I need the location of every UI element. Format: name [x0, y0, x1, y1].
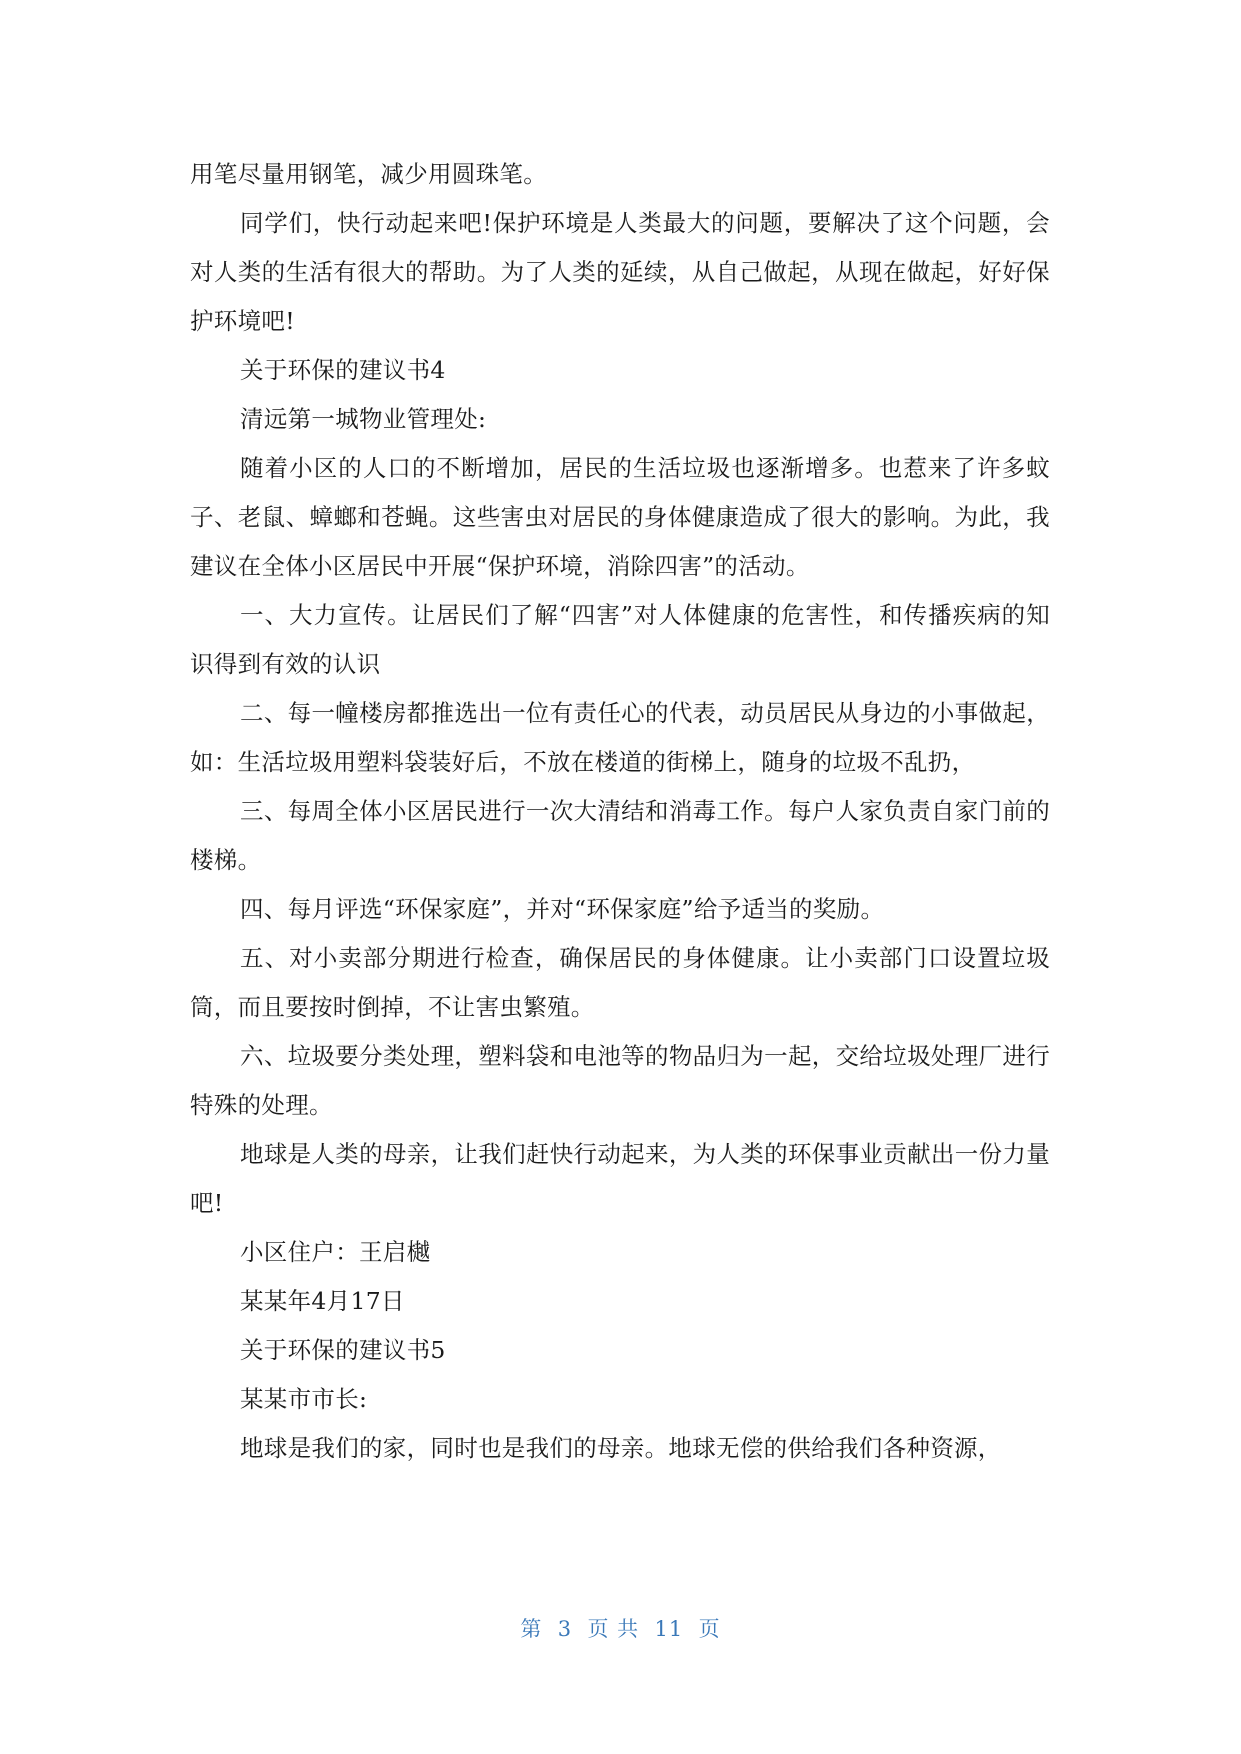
signature: 小区住户：王启樾 — [240, 1238, 431, 1266]
list-item: 三、每周全体小区居民进行一次大清结和消毒工作。每户人家负责自家门前的楼梯。 — [190, 797, 1050, 874]
document-body — [190, 150, 1050, 1473]
list-item: 六、垃圾要分类处理，塑料袋和电池等的物品归为一起，交给垃圾处理厂进行特殊的处理。 — [190, 1042, 1050, 1119]
paragraph: 地球是我们的家，同时也是我们的母亲。地球无偿的供给我们各种资源， — [240, 1434, 1002, 1462]
paragraph: 随着小区的人口的不断增加，居民的生活垃圾也逐渐增多。也惹来了许多蚊子、老鼠、蟑螂和苍蝇。这些害虫对居民的身体健康造成了很大的影响。为此，我建议在全体小区居民中开展“保护环境，消除四害”的活动。 — [190, 454, 1050, 580]
list-item: 一、大力宣传。让居民们了解“四害”对人体健康的危害性，和传播疾病的知识得到有效的认识 — [190, 601, 1050, 678]
date-line: 某某年4月17日 — [240, 1287, 405, 1315]
list-item: 二、每一幢楼房都推选出一位有责任心的代表，动员居民从身边的小事做起，如：生活垃圾用塑料袋装好后，不放在楼道的街梯上，随身的垃圾不乱扔， — [190, 699, 1050, 776]
section-heading: 关于环保的建议书5 — [240, 1336, 446, 1364]
paragraph: 地球是人类的母亲，让我们赶快行动起来，为人类的环保事业贡献出一份力量吧! — [190, 1140, 1050, 1217]
page-number-footer: 第 3 页 共 11 页 — [520, 1617, 721, 1641]
list-item: 四、每月评选“环保家庭”，并对“环保家庭”给予适当的奖励。 — [240, 895, 885, 923]
section-heading: 关于环保的建议书4 — [240, 356, 446, 384]
list-item: 五、对小卖部分期进行检查，确保居民的身体健康。让小卖部门口设置垃圾筒，而且要按时倒掉，不让害虫繁殖。 — [190, 944, 1050, 1021]
paragraph: 同学们，快行动起来吧!保护环境是人类最大的问题，要解决了这个问题，会对人类的生活有很大的帮助。为了人类的延续，从自己做起，从现在做起，好好保护环境吧! — [190, 209, 1050, 335]
salutation: 清远第一城物业管理处: — [240, 405, 487, 433]
paragraph: 用笔尽量用钢笔，减少用圆珠笔。 — [190, 160, 547, 188]
salutation: 某某市市长: — [240, 1385, 368, 1413]
